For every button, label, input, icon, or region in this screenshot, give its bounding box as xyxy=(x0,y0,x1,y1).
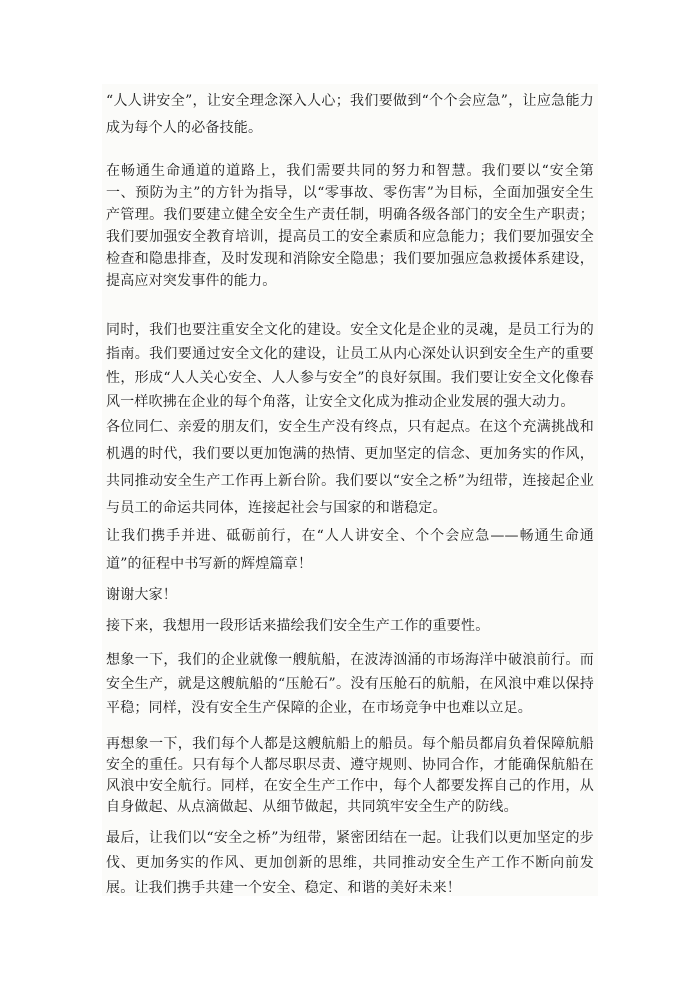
paragraph-conclusion: 最后，让我们以“安全之桥”为纽带，紧密团结在一起。让我们以更加坚定的步伐、更加务实的作风、更加创新的思维，共同推动安全生产工作不断向前发展。让我们携手共建一个安全、稳定、和谐的美好未来！ xyxy=(106,830,594,896)
paragraph-intro: “人人讲安全”，让安全理念深入人心；我们要做到“个个会应急”，让应急能力成为每个人的必备技能。 xyxy=(106,93,594,136)
paragraph-safety-management: 在畅通生命通道的道路上，我们需要共同的努力和智慧。我们要以“安全第一、预防为主”的方针为指导，以“零事故、零伤害”为目标，全面加强安全生产管理。我们要建立健全安全生产责任制，明确各级各部门的安全生产职责；我们要加强安全教育培训，提高员工的安全素质和应急能力；我们要加强安全检查和隐患排查，及时发现和消除安全隐患；我们要加强应急救援体系建设，提高应对突发事件的能力。 xyxy=(106,163,594,289)
paragraph-colleagues: 各位同仁、亲爱的朋友们，安全生产没有终点，只有起点。在这个充满挑战和机遇的时代，我们要以更加饱满的热情、更加坚定的信念、更加务实的作风，共同推动安全生产工作再上新台阶。我们要以“安全之桥”为纽带，连接起企业与员工的命运共同体，连接起社会与国家的和谐稳定。 xyxy=(106,419,594,516)
paragraph-call-to-action: 让我们携手并进、砥砺前行，在“人人讲安全、个个会应急——畅通生命通道”的征程中书写新的辉煌篇章！ xyxy=(106,528,594,572)
paragraph-metaphor-intro: 接下来，我想用一段形话来描绘我们安全生产工作的重要性。 xyxy=(106,618,490,634)
paragraph-thanks: 谢谢大家！ xyxy=(106,587,177,603)
paragraph-safety-culture: 同时，我们也要注重安全文化的建设。安全文化是企业的灵魂，是员工行为的指南。我们要通过安全文化的建设，让员工从内心深处认识到安全生产的重要性，形成“人人关心安全、人人参与安全”的良好氛围。我们要让安全文化像春风一样吹拂在企业的每个角落，让安全文化成为推动企业发展的强大动力。 xyxy=(106,322,594,410)
paragraph-crew-metaphor: 再想象一下，我们每个人都是这艘航船上的船员。每个船员都肩负着保障航船安全的重任。只有每个人都尽职尽责、遵守规则、协同合作，才能确保航船在风浪中安全航行。同样，在安全生产工作中，每个人都要发挥自己的作用，从自身做起、从点滴做起、从细节做起，共同筑牢安全生产的防线。 xyxy=(106,736,594,815)
paragraph-ship-metaphor: 想象一下，我们的企业就像一艘航船，在波涛汹涌的市场海洋中破浪前行。而安全生产，就是这艘航船的“压舱石”。没有压舱石的航船，在风浪中难以保持平稳；同样，没有安全生产保障的企业，在市场竞争中也难以立足。 xyxy=(106,652,594,716)
